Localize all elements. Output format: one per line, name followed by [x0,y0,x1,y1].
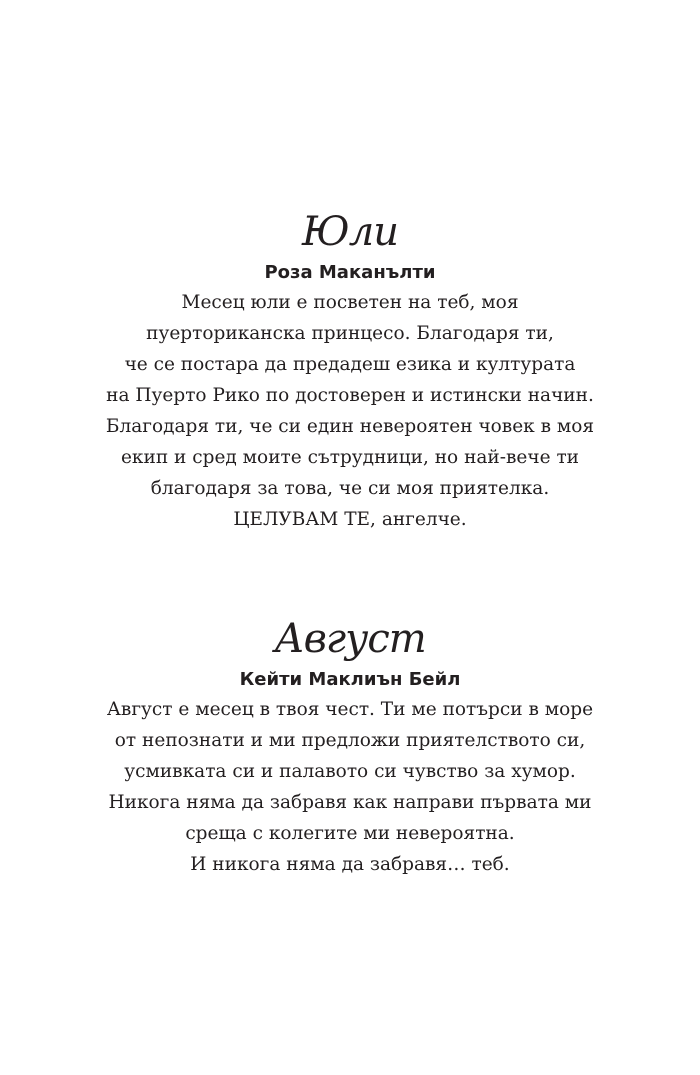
paragraph-line: среща с колегите ми невероятна. [185,823,515,844]
dedicatee-name: Кейти Маклиън Бейл [239,669,461,690]
paragraph-line: на Пуерто Рико по достоверен и истински начин. [106,385,594,406]
dedication-paragraph [0,287,700,535]
paragraph-line: Август е месец в твоя чест. Ти ме потърси в море [106,699,594,720]
paragraph-line: Месец юли е посветен на теб, моя [181,292,519,313]
paragraph-line: Благодаря ти, че си един невероятен човек в моя [105,416,595,437]
paragraph-line: ЦЕЛУВАМ ТЕ, ангелче. [233,509,467,530]
paragraph-line: че се постара да предадеш езика и културата [124,354,576,375]
month-heading: Август [274,616,426,662]
paragraph-line: Никога няма да забравя как направи първата ми [108,792,592,813]
paragraph-line: от непознати и ми предложи приятелството си, [114,730,586,751]
paragraph-line: усмивката си и палавото си чувство за хумор. [124,761,576,782]
month-heading: Юли [302,209,398,255]
dedication-august [0,614,700,880]
paragraph-line: екип и сред моите сътрудници, но най-вече ти [120,447,580,468]
dedication-july [0,207,700,535]
dedicatee-name: Роза Маканълти [264,262,436,283]
paragraph-line: пуерториканска принцесо. Благодаря ти, [146,323,554,344]
paragraph-line: благодаря за това, че си моя приятелка. [150,478,550,499]
paragraph-line: И никога няма да забравя… теб. [190,854,510,875]
dedication-paragraph [0,694,700,880]
